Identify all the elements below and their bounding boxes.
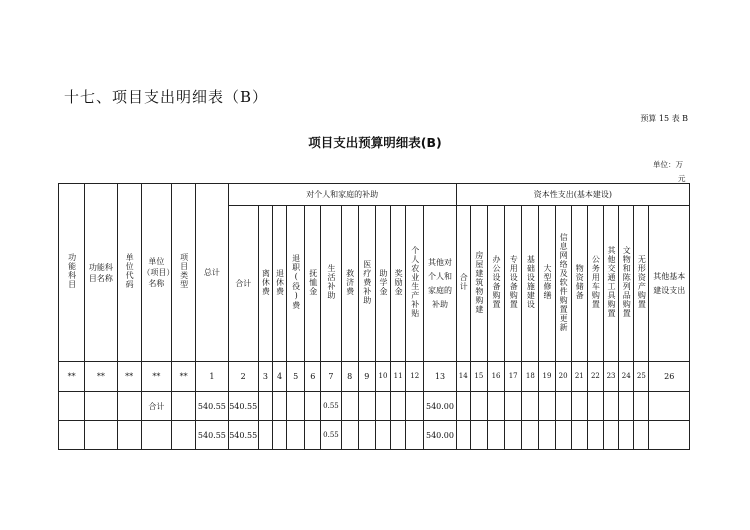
cell <box>522 392 539 421</box>
cell <box>117 392 141 421</box>
cell <box>649 392 690 421</box>
col-c-special: 专用设备购置 <box>505 206 522 362</box>
index-cell: 25 <box>634 362 649 392</box>
cell <box>358 421 375 450</box>
section-title: 十七、项目支出明细表（B） <box>64 88 269 106</box>
cell <box>487 392 504 421</box>
col-c-other: 其他基本建设支出 <box>649 206 690 362</box>
cell <box>305 392 321 421</box>
cell <box>258 421 272 450</box>
index-cell: 21 <box>571 362 587 392</box>
col-c-intangible: 无形资产购置 <box>634 206 649 362</box>
cell <box>555 392 571 421</box>
cell <box>505 421 522 450</box>
cell <box>272 392 286 421</box>
cell-p-sum: 540.55 <box>228 392 258 421</box>
index-cell: 17 <box>505 362 522 392</box>
index-row <box>59 362 690 392</box>
index-cell: 20 <box>555 362 571 392</box>
index-cell: 3 <box>258 362 272 392</box>
cell <box>117 421 141 450</box>
index-cell: 4 <box>272 362 286 392</box>
cell <box>619 392 634 421</box>
unit-label: 单位：万 <box>653 160 683 169</box>
cell <box>172 421 196 450</box>
col-p-quit: 退职(役)费 <box>287 206 305 362</box>
col-c-house: 房屋建筑物购建 <box>470 206 487 362</box>
index-cell: 10 <box>375 362 390 392</box>
cell <box>634 392 649 421</box>
cell <box>85 392 117 421</box>
col-func-name: 功能科目名称 <box>85 184 117 362</box>
col-proj-type: 项目类型 <box>172 184 196 362</box>
cell <box>391 392 406 421</box>
cell <box>341 421 358 450</box>
cell <box>522 421 539 450</box>
index-cell: 23 <box>603 362 618 392</box>
cell-p-living: 0.55 <box>321 421 341 450</box>
cell <box>305 421 321 450</box>
index-cell: ** <box>85 362 117 392</box>
index-cell: 7 <box>321 362 341 392</box>
table-title: 项目支出预算明细表(B) <box>308 135 442 150</box>
cell <box>456 421 470 450</box>
col-p-other: 其他对个人和家庭的补助 <box>424 206 456 362</box>
cell <box>649 421 690 450</box>
col-c-car: 公务用车购置 <box>587 206 603 362</box>
index-cell: 22 <box>587 362 603 392</box>
col-c-infra: 基础设施建设 <box>522 206 539 362</box>
index-cell: 16 <box>487 362 504 392</box>
cell-total: 540.55 <box>196 392 228 421</box>
cell <box>272 421 286 450</box>
col-p-relief: 救济费 <box>341 206 358 362</box>
col-p-pension: 抚恤金 <box>305 206 321 362</box>
unit-suffix: 元 <box>678 174 686 183</box>
cell-total: 540.55 <box>196 421 228 450</box>
col-unit-code: 单位代码 <box>117 184 141 362</box>
cell <box>391 421 406 450</box>
col-c-info: 信息网络及软件购置更新 <box>555 206 571 362</box>
cell-unit-name <box>141 421 171 450</box>
col-p-medical: 医疗费补助 <box>358 206 375 362</box>
cell <box>287 392 305 421</box>
index-cell: 2 <box>228 362 258 392</box>
col-c-office: 办公设备购置 <box>487 206 504 362</box>
index-cell: 24 <box>619 362 634 392</box>
cell <box>172 392 196 421</box>
cell-p-other: 540.00 <box>424 421 456 450</box>
form-number: 预算 15 表 B <box>640 114 688 123</box>
cell <box>634 421 649 450</box>
col-c-reserve: 物资储备 <box>571 206 587 362</box>
cell <box>456 392 470 421</box>
cell <box>603 392 618 421</box>
cell-unit-name: 合计 <box>141 392 171 421</box>
col-total: 总计 <box>196 184 228 362</box>
cell <box>341 392 358 421</box>
cell <box>406 392 424 421</box>
cell <box>505 392 522 421</box>
cell <box>375 421 390 450</box>
cell <box>358 392 375 421</box>
cell <box>539 421 555 450</box>
index-cell: 9 <box>358 362 375 392</box>
col-p-living: 生活补助 <box>321 206 341 362</box>
index-cell: 11 <box>391 362 406 392</box>
cell <box>470 421 487 450</box>
group-capital: 资本性支出(基本建设) <box>456 184 689 206</box>
col-p-retire: 离休费 <box>258 206 272 362</box>
index-cell: ** <box>117 362 141 392</box>
index-cell: ** <box>59 362 85 392</box>
col-c-transport: 其他交通工具购置 <box>603 206 618 362</box>
col-p-student: 助学金 <box>375 206 390 362</box>
index-cell: 6 <box>305 362 321 392</box>
index-cell: 15 <box>470 362 487 392</box>
index-cell: 1 <box>196 362 228 392</box>
index-cell: 18 <box>522 362 539 392</box>
cell <box>470 392 487 421</box>
cell <box>619 421 634 450</box>
index-cell: 14 <box>456 362 470 392</box>
index-cell: 12 <box>406 362 424 392</box>
col-p-sum: 合计 <box>228 206 258 362</box>
cell-p-sum: 540.55 <box>228 421 258 450</box>
index-cell: 26 <box>649 362 690 392</box>
cell <box>375 392 390 421</box>
cell <box>406 421 424 450</box>
table-row <box>59 421 690 450</box>
budget-detail-table <box>58 183 690 450</box>
cell <box>59 392 85 421</box>
col-p-award: 奖励金 <box>391 206 406 362</box>
col-p-farm: 个人农业生产补贴 <box>406 206 424 362</box>
cell <box>539 392 555 421</box>
cell <box>571 421 587 450</box>
cell <box>587 392 603 421</box>
cell-p-living: 0.55 <box>321 392 341 421</box>
cell <box>258 392 272 421</box>
table-row <box>59 392 690 421</box>
cell <box>587 421 603 450</box>
cell <box>487 421 504 450</box>
cell <box>603 421 618 450</box>
index-cell: 5 <box>287 362 305 392</box>
group-personal: 对个人和家庭的补助 <box>228 184 456 206</box>
cell <box>59 421 85 450</box>
cell <box>85 421 117 450</box>
index-cell: 13 <box>424 362 456 392</box>
col-c-sum: 合计 <box>456 206 470 362</box>
col-func-code: 功能科目 <box>59 184 85 362</box>
cell-p-other: 540.00 <box>424 392 456 421</box>
col-p-resign: 退休费 <box>272 206 286 362</box>
cell <box>571 392 587 421</box>
cell <box>287 421 305 450</box>
index-cell: ** <box>172 362 196 392</box>
index-cell: 19 <box>539 362 555 392</box>
index-cell: ** <box>141 362 171 392</box>
index-cell: 8 <box>341 362 358 392</box>
cell <box>555 421 571 450</box>
col-unit-name: 单位（项目）名称 <box>141 184 171 362</box>
col-c-repair: 大型修缮 <box>539 206 555 362</box>
col-c-relic: 文物和陈列品购置 <box>619 206 634 362</box>
